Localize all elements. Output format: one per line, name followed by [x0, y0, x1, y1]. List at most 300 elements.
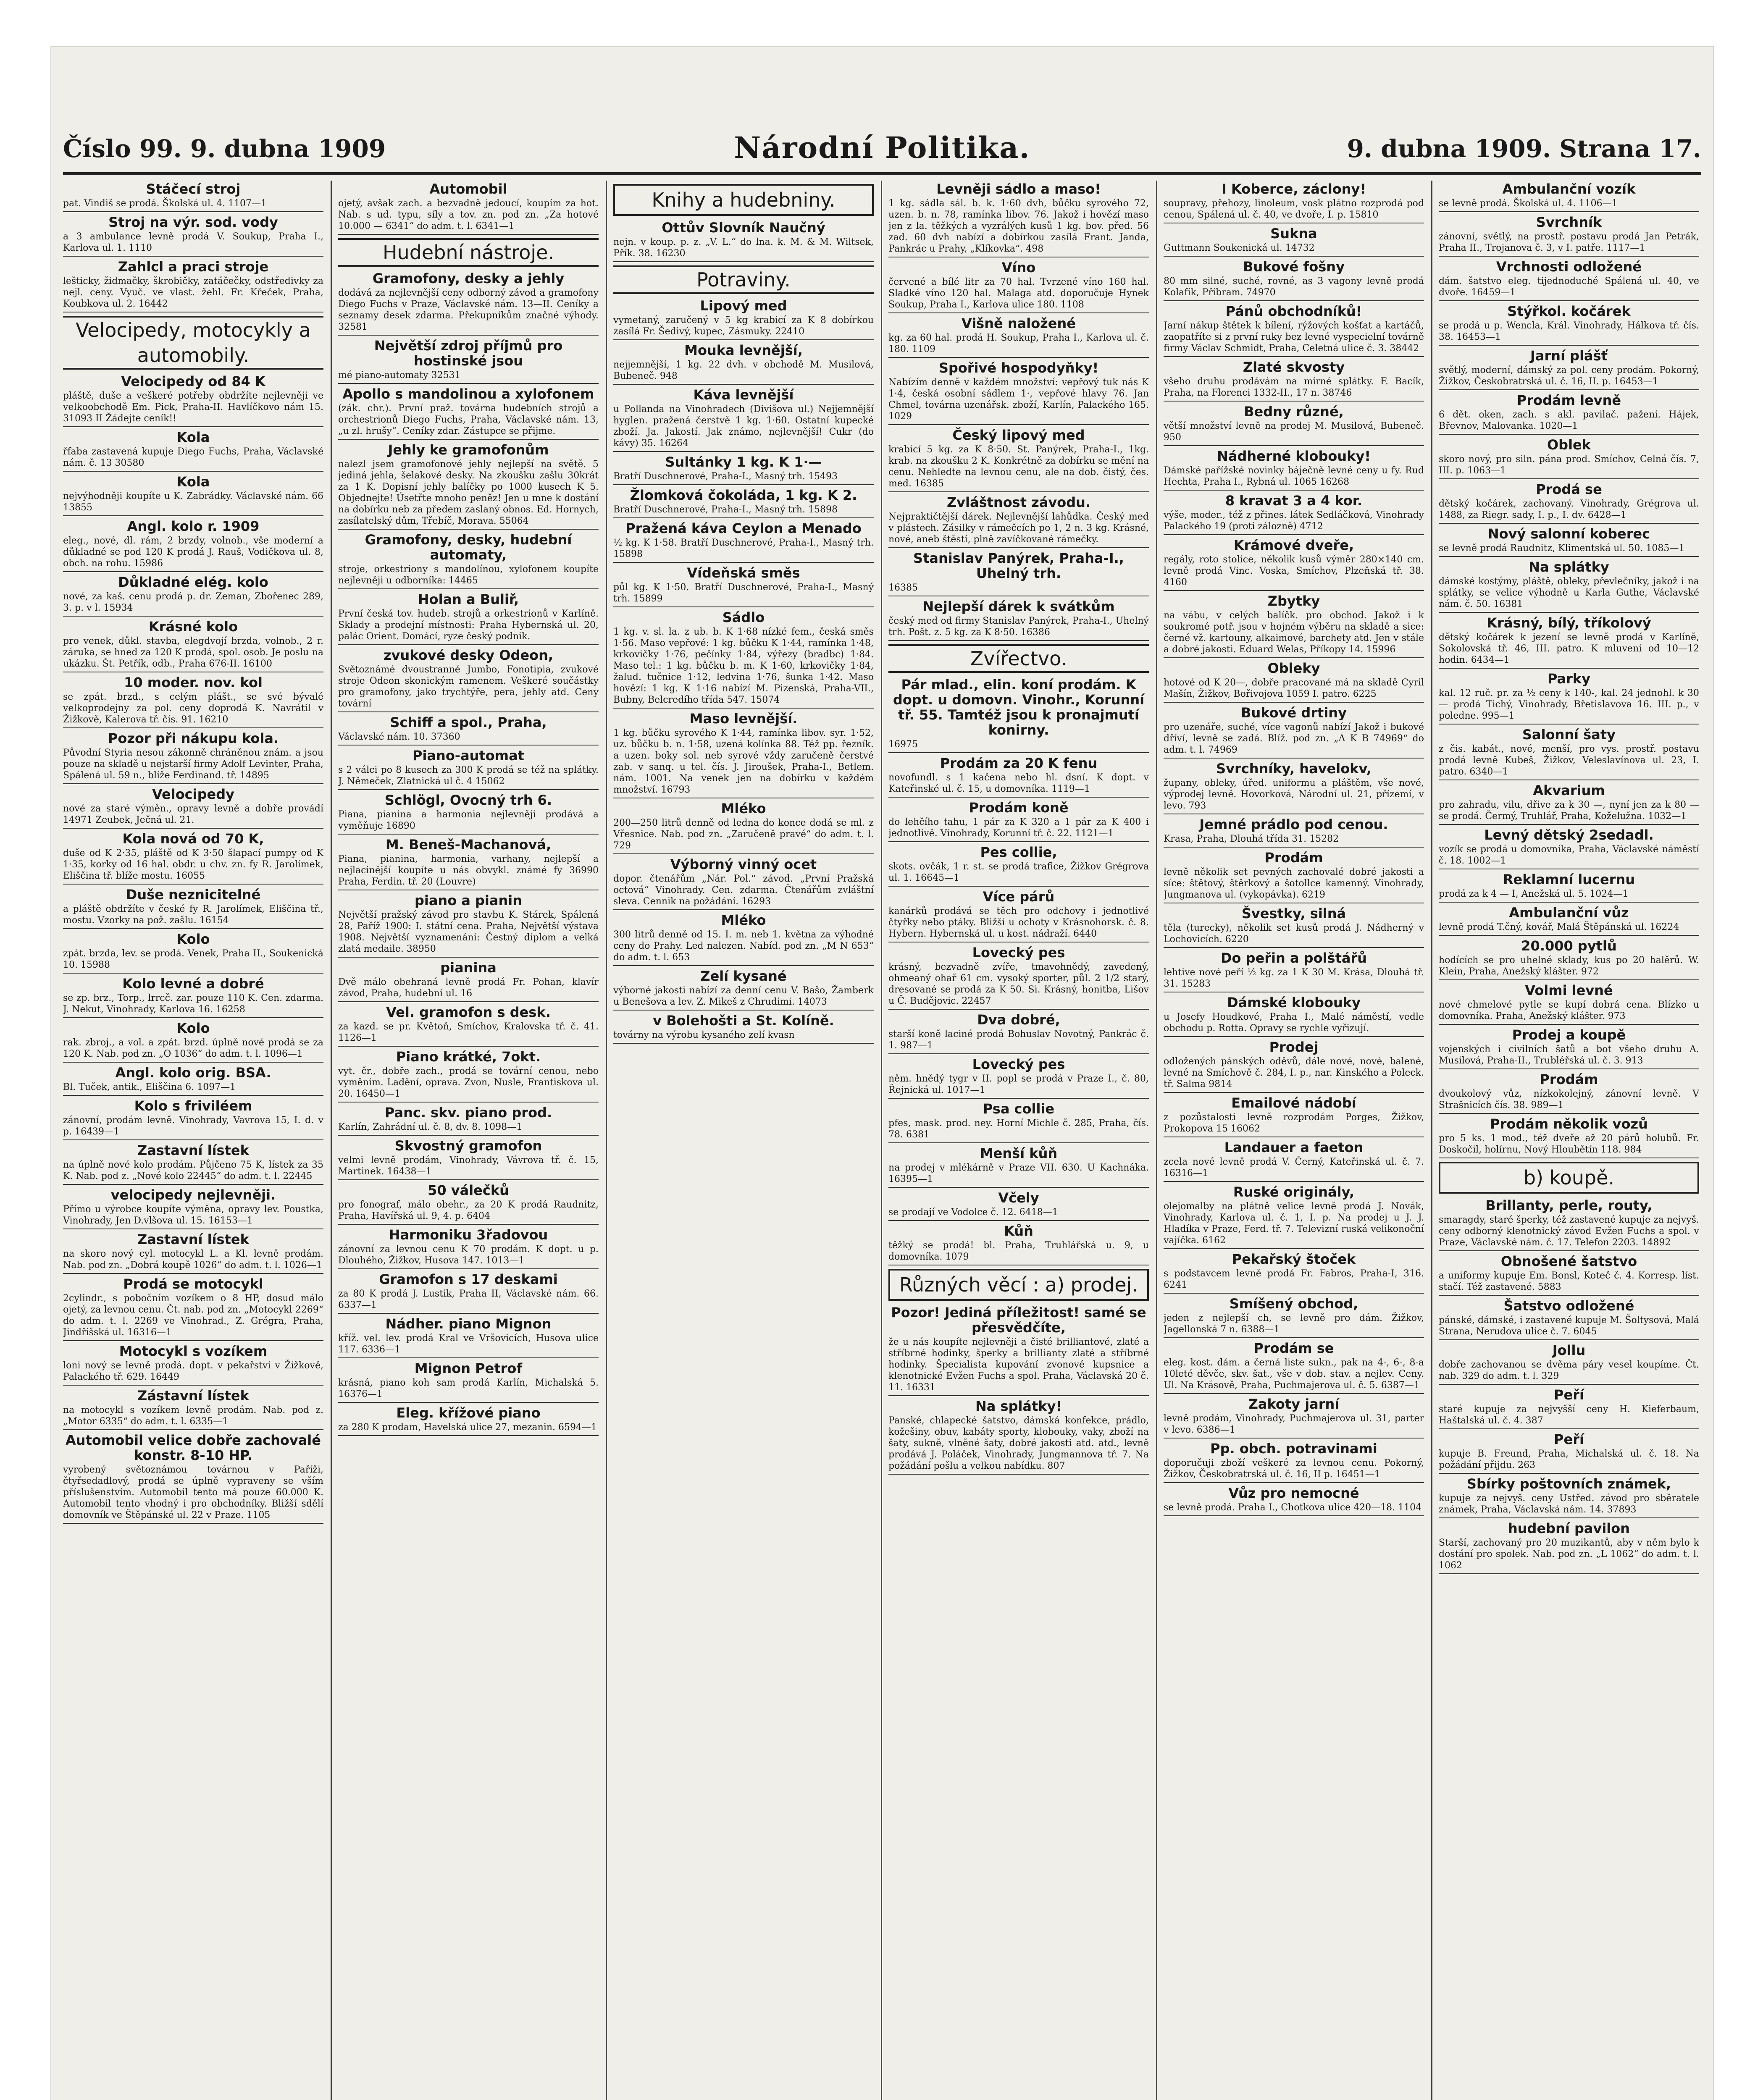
ad-body-text: jeden z nejlepší ch, se levně pro dám. Žižkov, Jagellonská 7 n. 6388—1: [1164, 1313, 1424, 1335]
section-heading: b) koupě.: [1439, 1162, 1699, 1194]
classified-ad: [1164, 761, 1424, 814]
ad-headline: Levněji sádlo a maso!: [936, 181, 1101, 197]
ad-body-text: odložených pánských oděvů, dále nové, nové, balené, levné na Smíchově č. 284, I. p., nar. Kinského a Poleck. tř. Salma 9814: [1164, 1056, 1424, 1089]
ad-headline: Zastavní lístek: [137, 1142, 249, 1158]
ad-headline: Schiff a spol., Praha,: [390, 714, 547, 730]
classified-ad: [63, 374, 323, 427]
ad-body-text: pro zahradu, vilu, dřive za k 30 —, nyní jen za k 80 — se prodá. Čermý, Truhlář, Praha, Koželužna. 1032—1: [1439, 800, 1699, 822]
ad-body-text: Piana, pianina, harmonia, varhany, nejlepší a nejlacinější koupíte u nás obvykl. známé fy 36990 Praha, Ferdin. tř. 20 (Louvre): [338, 854, 599, 887]
column-1: [63, 181, 323, 2100]
ad-body-text: 16385: [888, 583, 918, 593]
classified-ad: [888, 756, 1149, 798]
ad-headline: Vel. gramofon s desk.: [386, 1004, 551, 1020]
ad-body-text: nové chmelové pytle se kupí dobrá cena. Blízko u domovníka. Praha, Anežský klášter. 973: [1439, 1000, 1699, 1021]
classified-ad: [1439, 1476, 1699, 1518]
ad-body-text: zánovní, světlý, na prostř. postavu prodá Jan Petrák, Praha II., Trojanova č. 3, v I. patře. 1117—1: [1439, 231, 1699, 253]
column-rule: [881, 181, 882, 2100]
ad-body-text: se prodá u p. Wencla, Král. Vinohrady, Hálkova tř. čís. 38. 16453—1: [1439, 320, 1699, 342]
ad-body-text: pláště, duše a veškeré potřeby obdržíte nejlevněji ve velkoobchodě Em. Pick, Praha-II. Havlíčkovo nám 15. 31093 II Žádejte ceník!!: [63, 391, 323, 424]
ad-body-text: kanárků prodává se těch pro odchovy i jednotlivé čtyřky nebo ptáky. Bližší u ochoty v Krásnohorsk. č. 8. Hybern. Hybernská ul. u kost. nádraží. 6440: [888, 906, 1149, 939]
ad-headline: hudební pavilon: [1508, 1520, 1630, 1536]
ad-headline: Kola: [176, 429, 210, 445]
ad-body-text: hodících se pro uhelné sklady, kus po 20 halěrů. W. Klein, Praha, Anežský klášter. 972: [1439, 955, 1699, 977]
ad-body-text: Karlín, Zahrádní ul. č. 8, dv. 8. 1098—1: [338, 1122, 523, 1132]
classified-ad: [613, 521, 874, 563]
classified-ad: [63, 1098, 323, 1140]
classified-ad: [888, 599, 1149, 641]
ad-headline: Zastavní lístek: [137, 1231, 249, 1247]
ad-headline: zvukové desky Odeon,: [383, 647, 554, 663]
ad-headline: Mignon Petrof: [414, 1360, 523, 1376]
ad-headline: Kolo: [176, 1020, 210, 1036]
ad-body-text: s podstavcem levně prodá Fr. Fabros, Praha-I, 316. 6241: [1164, 1268, 1424, 1290]
classified-ad: [1164, 449, 1424, 491]
ad-body-text: zánovní za levnou cenu K 70 prodám. K dopt. u p. Dlouhého, Žižkov, Husova 147. 1013—1: [338, 1244, 599, 1266]
classified-ad: [1439, 671, 1699, 724]
ad-headline: Psa collie: [983, 1101, 1055, 1117]
ad-body-text: kupuje B. Freund, Praha, Michalská ul. č. 18. Na požádání přijdu. 263: [1439, 1449, 1699, 1470]
classified-ad: [888, 1057, 1149, 1099]
ad-body-text: kříž. vel. lev. prodá Kral ve Vršovicích, Husova ulice 117. 6336—1: [338, 1333, 599, 1355]
ad-body-text: červené a bílé litr za 70 hal. Tvrzené víno 160 hal. Sladké víno 120 hal. Malaga atd. doporučuje Hynek Soukup, Praha I., Karlova ulice 180. 1108: [888, 277, 1149, 310]
ad-body-text: nalezl jsem gramofonové jehly nejlepší na světě. 5 jediná jehla, šelakové desky. Na zkoušku zašlu 30krát za 1 K. Dopisní jehly balíčky po 1000 kusech K 5. Objednejte! Úsetřte mnoho peněz! Jen u mne k dostání na dobírku neb za předem zaslaný obnos. Ed. Hornych, zasílatelský dům, Třebíč, Morava. 55064: [338, 459, 599, 526]
classified-ad: [1164, 1441, 1424, 1483]
ad-body-text: těla (turecky), několik set kusů prodá J. Nádherný v Lochovicích. 6220: [1164, 923, 1424, 945]
classified-ad: [1439, 559, 1699, 613]
ad-headline: Prodá se: [1536, 481, 1602, 497]
classified-ad: [338, 1183, 599, 1225]
ad-body-text: za kazd. se pr. Květoň, Smíchov, Kralovska tř. č. 41. 1126—1: [338, 1021, 599, 1043]
ad-body-text: staré kupuje za nejvyšší ceny H. Kieferbaum, Haštalská ul. č. 4. 387: [1439, 1404, 1699, 1426]
classified-ad: [63, 474, 323, 516]
ad-body-text: továrny na výrobu kysaného zelí kvasn: [613, 1030, 795, 1040]
ad-body-text: mé piano-automaty 32531: [338, 370, 461, 381]
classified-ad: [1439, 727, 1699, 780]
classified-ad: [888, 551, 1149, 596]
classified-ad: [1439, 437, 1699, 479]
ad-headline: Kůň: [1004, 1223, 1033, 1239]
classified-ad: [63, 1232, 323, 1274]
classified-ad: [63, 1344, 323, 1386]
ad-headline: Automobil: [429, 181, 507, 197]
ad-body-text: 80 mm silné, suché, rovné, as 3 vagony levně prodá Kolafík, Příbram. 74970: [1164, 276, 1424, 298]
ad-body-text: 2cylindr., s pobočním vozíkem o 8 HP, dosud málo ojetý, za levnou cenu. Čt. nab. pod zn. „Motocykl 2269“ do adm. t. l. 2269 ve Vinohrad., Z. Grégra, Praha, Jindřišská ul. 16316—1: [63, 1293, 323, 1338]
ad-headline: Menší kůň: [980, 1145, 1058, 1161]
ad-headline: Nádher. piano Mignon: [385, 1316, 552, 1332]
ad-body-text: Bratří Duschnerové, Praha-I., Masný trh. 15493: [613, 471, 838, 482]
ad-body-text: Nabízím denně v každém množství: vepřový tuk nás K 1·4, česká osobní sádlem 1·, vepřové hlavy 76. Jan Chmel, továrna uzenářsk. zboží, Karlín, Palackého 165. 1029: [888, 377, 1149, 422]
ad-body-text: vyrobený světoznámou továrnou v Paříži, čtyřsedadlový, prodá se úplně vypraveny se vším příslušenstvím. Automobil tento má pouze 60.000 K. Automobil tento vhodný i pro obchodníky. Bližší sdělí domovník ve Štěpánské ul. 22 v Praze. 1105: [63, 1465, 323, 1520]
classified-ad: [1439, 1343, 1699, 1385]
ad-headline: Zakoty jarní: [1248, 1396, 1340, 1412]
ad-headline: Sádlo: [722, 609, 765, 625]
ad-headline: Angl. kolo r. 1909: [127, 518, 260, 534]
ad-body-text: prodá za k 4 — I, Anežská ul. 5. 1024—1: [1439, 889, 1629, 899]
ad-body-text: lehtive nové peří ½ kg. za 1 K 30 M. Krása, Dlouhá tř. 31. 15283: [1164, 967, 1424, 989]
classified-ad: [338, 1405, 599, 1436]
ad-body-text: dvoukolový vůz, nízkokolejný, zánovní levně. V Strašnicích čís. 38. 989—1: [1439, 1089, 1699, 1110]
classified-ad: [1164, 906, 1424, 948]
classified-ad: [338, 648, 599, 712]
classified-ad: [1164, 1040, 1424, 1093]
section-heading: Knihy a hudebniny.: [613, 184, 874, 216]
ad-headline: Obnošené šatstvo: [1500, 1253, 1637, 1269]
ad-headline: Prodám se: [1253, 1340, 1334, 1356]
ad-body-text: lešticky, židmačky, škrobičky, zatáčečky, odstředivky za nejl. ceny. Vyuč. ve vlast. žehl. Fr. Křeček, Praha, Koubkova ul. 2. 16442: [63, 276, 323, 309]
ad-headline: piano a pianin: [414, 892, 523, 908]
ad-body-text: vyt. čr., dobře zach., prodá se tovární cenou, nebo vyměním. Ladění, oprava. Zvon, Nusle, Frantiskova ul. 20. 16450—1: [338, 1066, 599, 1099]
ad-body-text: a uniformy kupuje Em. Bonsl, Koteč č. 4. Korresp. líst. stačí. Též zastavené. 5883: [1439, 1270, 1699, 1292]
classified-ad: [63, 1187, 323, 1229]
ad-headline: Levný dětský 2sedadl.: [1484, 827, 1654, 843]
ad-body-text: na motocykl s vozíkem levně prodám. Nab. pod z. „Motor 6335“ do adm. t. l. 6335—1: [63, 1405, 323, 1427]
ad-headline: Gramofony, desky a jehly: [372, 270, 565, 286]
classified-ad: [613, 220, 874, 262]
ad-body-text: do lehčího tahu, 1 pár za K 320 a 1 pár za K 400 i jednotlivě. Vinohrady, Korunní tř. č. 22. 1121—1: [888, 817, 1149, 839]
ad-body-text: novofundl. s 1 kačena nebo hl. dsní. K dopt. v Kateřinské ul. č. 15, u domovníka. 1119—1: [888, 772, 1149, 794]
classified-ad: [613, 711, 874, 798]
classified-ad: [1164, 259, 1424, 301]
ad-body-text: 1 kg. bůčku syrového K 1·44, ramínka libov. syr. 1·52, uz. bůčku b. n. 1·58, uzená kolínka 88. Též pp. řezník. a uzen. boky sol. neb syrové vždy zaručeně čerstvé zab. v sanq. u tel. čís. J. Jiroušek, Praha-I., Betlem. nám. 1001. Na venek jen na dobírku v každém množství. 16793: [613, 728, 874, 795]
ad-headline: 8 kravat 3 a 4 kor.: [1225, 493, 1363, 509]
classified-ad: [613, 298, 874, 340]
ad-body-text: na úplně nové kolo prodám. Půjčeno 75 K, lístek za 35 K. Nab. pod z. „Nové kolo 22445“ do adm. t. l. 22445: [63, 1160, 323, 1181]
ad-headline: Salonní šaty: [1522, 727, 1616, 743]
ad-body-text: na prodej v mlékárně v Praze VII. 630. U Kachnáka. 16395—1: [888, 1163, 1149, 1184]
classifieds-columns: [63, 181, 1701, 2100]
classified-ad: [1439, 1072, 1699, 1114]
ad-headline: Zvláštnost závodu.: [946, 494, 1091, 510]
classified-ad: [1164, 1341, 1424, 1394]
classified-ad: [1439, 1387, 1699, 1429]
ad-body-text: Dvě málo obehraná levně prodá Fr. Pohan, klavír závod, Praha, hudební ul. 16: [338, 977, 599, 999]
ad-body-text: u Josefy Houdkové, Praha I., Malé náměstí, vedle obchodu p. Rotta. Opravy se rychle vyřizují.: [1164, 1012, 1424, 1034]
column-rule: [1431, 181, 1432, 2100]
classified-ad: [63, 932, 323, 974]
ad-body-text: Guttmann Soukenická ul. 14732: [1164, 243, 1315, 253]
classified-ad: [63, 619, 323, 672]
ad-body-text: regály, roto stolice, několik kusů výměr 280×140 cm. levně prodá Vinc. Voska, Smíchov, Plzeňská tř. 38. 4160: [1164, 554, 1424, 588]
ad-body-text: se levně prodá Raudnitz, Klimentská ul. 50. 1085—1: [1439, 543, 1685, 554]
issue-number-date: Číslo 99. 9. dubna 1909: [63, 134, 386, 163]
ad-headline: velocipedy nejlevněji.: [110, 1187, 276, 1203]
ad-body-text: český med od firmy Stanislav Panýrek, Praha-I., Uhelný trh. Pošt. z. 5 kg. za K 8·50. 16386: [888, 616, 1149, 638]
ad-headline: Zbytky: [1267, 593, 1320, 609]
ad-body-text: nejvýhodněji koupíte u K. Zabrádky. Václavské nám. 66 13855: [63, 491, 323, 513]
classified-ad: [1439, 1432, 1699, 1474]
classified-ad: [1164, 1184, 1424, 1249]
classified-ad: [1164, 950, 1424, 992]
ad-body-text: Původní Styria nesou zákonně chráněnou znám. a jsou pouze na skladě u nejstarší firmy Adolf Levinter, Praha, Spálená ul. 59 n., blíže Ferdinand. tř. 14895: [63, 748, 323, 781]
ad-body-text: (zák. chr.). První praž. továrna hudebních strojů a orchestrionů Diego Fuchs, Praha, Václavské nám. 13, „u zl. hrušy“. Ceníky zdar. Zástupce se přijme.: [338, 403, 599, 436]
ad-body-text: pro uzenáře, suché, více vagonů nabízí Jakož i bukové dříví, levně se zadá. Blíž. pod zn. „A K B 74969“ do adm. t. l. 74969: [1164, 722, 1424, 755]
ad-body-text: zánovní, prodám levně. Vinohrady, Vavrova 15, I. d. v p. 16439—1: [63, 1115, 323, 1137]
ad-headline: Včely: [998, 1190, 1039, 1206]
ad-headline: Prodá se motocykl: [123, 1276, 263, 1292]
classified-ad: [338, 592, 599, 645]
ad-headline: Nejlepší dárek k svátkům: [922, 598, 1115, 614]
classified-ad: [338, 1272, 599, 1314]
ad-headline: Spořivé hospodyňky!: [938, 360, 1099, 376]
ad-body-text: pat. Vindiš se prodá. Školská ul. 4. 1107—1: [63, 198, 267, 209]
classified-ad: [1164, 1095, 1424, 1137]
classified-ad: [888, 845, 1149, 887]
ad-body-text: velmi levně prodám, Vinohrady, Vávrova tř. č. 15, Martinek. 16438—1: [338, 1155, 599, 1177]
classified-ad: [1164, 1486, 1424, 1516]
ad-headline: Pánů obchodníků!: [1225, 303, 1362, 319]
classified-ad: [338, 1005, 599, 1047]
ad-headline: Jarní plášť: [1530, 348, 1608, 364]
ad-body-text: pro 5 ks. 1 mod., též dveře až 20 párů holubů. Fr. Doskočil, holírnu, Nový Hloubětín 118. 984: [1439, 1133, 1699, 1155]
ad-headline: Harmoniku 3řadovou: [389, 1227, 548, 1243]
classified-ad: [1439, 1298, 1699, 1340]
ad-headline: Obleky: [1267, 660, 1320, 676]
page-date-number: 9. dubna 1909. Strana 17.: [1347, 134, 1701, 163]
ad-headline: Kolo s friviléem: [134, 1098, 252, 1114]
classified-ad: [1439, 783, 1699, 825]
ad-body-text: vozík se prodá u domovníka, Praha, Václavské náměstí č. 18. 1002—1: [1439, 844, 1699, 866]
classified-ad: [1439, 1521, 1699, 1574]
ad-body-text: kupuje za nejvyš. ceny Ustřed. závod pro sběratele známek, Praha, Václavská nám. 14. 37893: [1439, 1493, 1699, 1515]
classified-ad: [63, 1065, 323, 1096]
ad-headline: Dva dobré,: [977, 1012, 1060, 1028]
column-2: [338, 181, 599, 2100]
classified-ad: [1439, 259, 1699, 301]
ad-headline: Peří: [1554, 1431, 1584, 1447]
ad-body-text: nové, za kaš. cenu prodá p. dr. Zeman, Zbořenec 289, 3. p. v l. 15934: [63, 591, 323, 613]
classified-ad: [338, 1049, 599, 1102]
ad-headline: Gramofon s 17 deskami: [379, 1271, 558, 1287]
ad-body-text: se levně prodá. Praha I., Chotkova ulice 420—18. 1104: [1164, 1502, 1422, 1513]
ad-body-text: Jarní nákup štětek k bílení, rýžových košťat a kartáčů, zaopatříte si z první ruky bez levné vyspecielní továrně firmy Václav Schmidt, Praha, Celetná ulice č. 3. 38442: [1164, 320, 1424, 354]
ad-body-text: kal. 12 ruč. pr. za ½ ceny k 140-, kal. 24 jednohl. k 30— prodá Tichý, Vinohrady, Břetislavova 16. III. p., v poledne. 995—1: [1439, 688, 1699, 721]
classified-ad: [613, 1013, 874, 1044]
ad-headline: Svrchník: [1536, 214, 1602, 230]
ad-headline: Ruské originály,: [1233, 1184, 1355, 1200]
column-rule: [331, 181, 332, 2100]
ad-headline: Káva levnější: [693, 387, 794, 403]
ad-headline: Piano krátké, 7okt.: [396, 1049, 541, 1065]
ad-headline: Gramofony, desky, hudební automaty,: [365, 532, 572, 563]
ad-body-text: za 80 K prodá J. Lustik, Praha II, Václavské nám. 66. 6337—1: [338, 1289, 599, 1310]
ad-body-text: 300 litrů denně od 15. I. m. neb 1. května za výhodné ceny do Prahy. Led nalezen. Nabíd. pod zn. „M N 653“ do adm. t. l. 653: [613, 929, 874, 963]
ad-headline: Vídeňská směs: [687, 565, 800, 581]
ad-headline: Angl. kolo orig. BSA.: [115, 1065, 271, 1081]
ad-body-text: větší množství levně na prodej M. Musilová, Bubeneč. 950: [1164, 421, 1424, 443]
ad-body-text: pánské, dámské, i zastavené kupuje M. Šoltysová, Malá Strana, Nerudova ulice č. 7. 6045: [1439, 1315, 1699, 1337]
ad-body-text: kg. za 60 hal. prodá H. Soukup, Praha I., Karlova ul. č. 180. 1109: [888, 333, 1149, 354]
ad-headline: Nový salonní koberec: [1487, 526, 1650, 542]
classified-ad: [1164, 404, 1424, 446]
ad-body-text: 200—250 litrů denně od ledna do konce dodá se ml. z Vřesnice. Nab. pod zn. „Zaručeně pravé“ do adm. t. l. 729: [613, 818, 874, 851]
classified-ad: [1439, 905, 1699, 936]
ad-body-text: u Pollanda na Vinohradech (Divišova ul.) Nejjemnější hyglen. pražená čerstvě 1 kg. 1·60. Ostatní kupecké zboží. Ja. Jakostí. Jak známo, nejlevnější! Cukr (do kávy) 35. 16264: [613, 404, 874, 449]
ad-headline: Vůz pro nemocné: [1228, 1485, 1359, 1501]
classified-ad: [1439, 872, 1699, 903]
ad-headline: Prodám koně: [969, 800, 1069, 816]
ad-headline: Maso levnější.: [689, 711, 798, 727]
ad-headline: 50 válečků: [428, 1182, 509, 1198]
column-rule: [606, 181, 607, 2100]
ad-headline: Kolo: [176, 931, 210, 947]
ad-headline: Žlomková čokoláda, 1 kg. K 2.: [630, 487, 857, 503]
ad-headline: Lovecký pes: [972, 1056, 1065, 1072]
ad-headline: Holan a Buliř,: [418, 591, 519, 607]
ad-body-text: dětský kočárek k jezení se levně prodá v Karlíně, Sokolovská tř. 46, III. patro. K mluvení od 10—12 hodin. 6434—1: [1439, 632, 1699, 665]
classified-ad: [888, 1012, 1149, 1054]
ad-headline: Ambulanční vozík: [1502, 181, 1636, 197]
ad-headline: Svrchníky, havelokv,: [1216, 761, 1372, 777]
classified-ad: [1439, 304, 1699, 346]
ad-headline: Schlögl, Ovocný trh 6.: [384, 792, 552, 808]
ad-headline: Prodám několik vozů: [1490, 1116, 1648, 1132]
ad-headline: Kola nová od 70 K,: [122, 831, 264, 847]
classified-ad: [338, 715, 599, 746]
classified-ad: [613, 454, 874, 485]
classified-ad: [63, 887, 323, 929]
classified-ad: [338, 960, 599, 1002]
ad-body-text: olejomalby na plátně velice levně prodá J. Novák, Vinohrady, Karlova ul. č. 1, I. p. Na prodej u J. J. Hladíka v Praze, Ferd. tř. 7. Televizní ruská velikonoční vajíčka. 6162: [1164, 1201, 1424, 1246]
ad-body-text: starší koně laciné prodá Bohuslav Novotný, Pankrác č. 1. 987—1: [888, 1029, 1149, 1051]
classified-ad: [888, 1223, 1149, 1265]
classified-ad: [1439, 181, 1699, 212]
ad-body-text: Nejpraktičtější dárek. Nejlevnější lahůdka. Český med v plástech. Zásilky v rámečcích po 1, 2 n. 3 kg. Krásné, nové, aneb štěstí, plně zavíčkované rámečky.: [888, 512, 1149, 545]
ad-headline: Bukové fošny: [1243, 259, 1345, 275]
newspaper-title: Národní Politika.: [734, 130, 1030, 165]
ad-body-text: Světoznámé dvoustranné Jumbo, Fonotipia, zvukové stroje Odeon skonickým ramenem. Veškeré součástky pro gramofony, jako trychtýře, pera, jehly atd. Ceny tovární: [338, 664, 599, 709]
classified-ad: [338, 1227, 599, 1269]
ad-body-text: doporučuji zboží veškeré za levnou cenu. Pokorný, Žižkov, Českobratrská ul. č. 16, II p. 16451—1: [1164, 1458, 1424, 1480]
classified-ad: [63, 1276, 323, 1341]
classified-ad: [1439, 1027, 1699, 1069]
classified-ad: [1439, 1254, 1699, 1296]
ad-body-text: levně prodám, Vinohrady, Puchmajerova ul. 31, parter v levo. 6386—1: [1164, 1413, 1424, 1435]
ad-body-text: řfaba zastavená kupuje Diego Fuchs, Praha, Václavské nám. č. 13 30580: [63, 446, 323, 468]
classified-ad: [1439, 615, 1699, 669]
classified-ad: [888, 316, 1149, 358]
column-5: [1164, 181, 1424, 2100]
classified-ad: [338, 1361, 599, 1403]
ad-body-text: pro venek, důkl. stavba, elegdvojí brzda, volnob., 2 r. záruka, se hned za 120 K prodá, spol. osob. Je poslu na ukázku. Št. Petřík, odb., Praha 676-II. 16100: [63, 636, 323, 669]
ad-body-text: eleg., nové, dl. rám, 2 brzdy, volnob., vše moderní a důkladné se pod 120 K prodá J. Rauš, Vodičkova ul. 8, obch. na rohu. 15986: [63, 536, 323, 569]
classified-ad: [338, 793, 599, 835]
ad-body-text: půl kg. K 1·50. Bratří Duschnerové, Praha-I., Masný trh. 15899: [613, 582, 874, 604]
classified-ad: [63, 430, 323, 472]
classified-ad: [63, 675, 323, 728]
ad-headline: Smíšený obchod,: [1229, 1296, 1358, 1312]
ad-headline: Velocipedy: [152, 786, 234, 802]
classified-ad: [338, 837, 599, 890]
ad-headline: Ambulanční vůz: [1509, 905, 1629, 921]
ad-headline: Eleg. křížové piano: [396, 1405, 541, 1421]
ad-body-text: 6 dět. oken, zach. s akl. pavilač. pažení. Hájek, Břevnov, Malovanka. 1020—1: [1439, 410, 1699, 431]
classified-ad: [888, 360, 1149, 425]
ad-body-text: krabicí 5 kg. za K 8·50. St. Panýrek, Praha-I., 1kg. krab. na zkoušku 2 K. Konkrétně za dobírku se mění na cenu. Nehledte na levnou cenu, ale na dob. čistý, čes. med. 16385: [888, 444, 1149, 489]
classified-ad: [63, 976, 323, 1018]
ad-body-text: se zp. brz., Torp., lrrcč. zar. pouze 110 K. Cen. zdarma. J. Nekut, Vinohrady, Karlova 16. 16258: [63, 993, 323, 1015]
section-heading: Zvířectvo.: [888, 644, 1149, 673]
ad-body-text: Bratří Duschnerové, Praha-I., Masný trh. 15898: [613, 504, 838, 515]
classified-ad: [1164, 181, 1424, 223]
ad-headline: Krásné kolo: [148, 619, 238, 635]
ad-body-text: krásná, piano koh sam prodá Karlín, Michalská 5. 16376—1: [338, 1378, 599, 1399]
ad-body-text: dodává za nejlevnější ceny odborný závod a gramofony Diego Fuchs v Praze, Václavské nám. 13—II. Ceníky a seznamy desek zdarma. Překupníkům značné výhody. 32581: [338, 288, 599, 332]
ad-headline: Lipový med: [700, 298, 787, 314]
column-rule: [1156, 181, 1157, 2100]
classified-ad: [1164, 1296, 1424, 1338]
ad-headline: Mouka levnější,: [684, 342, 803, 358]
classified-ad: [1164, 850, 1424, 903]
classified-ad: [888, 260, 1149, 313]
masthead: [63, 126, 1701, 175]
ad-body-text: První česká tov. hudeb. strojů a orkestrionů v Karlíně. Sklady a prodejní místnosti: Praha Hybernská ul. 20, palác Orient. Domácí, ryze český podnik.: [338, 609, 599, 642]
ad-headline: Mléko: [721, 801, 766, 816]
ad-body-text: a pláště obdržíte v české fy R. Jarolímek, Eliščina tř., mostu. Vzorky na pož. zašlu. 16154: [63, 904, 323, 926]
ad-headline: Zelí kysané: [700, 968, 787, 984]
ad-body-text: že u nás koupíte nejlevněji a čisté brilliantové, zlaté a stříbrné hodinky, šperky a brillianty zlaté a stříbrné hodinky. Špecialista kupování zvonové kupsnice a klenotnické Evžen Fuchs a spol. Praha, Václavská 20 č. 11. 16331: [888, 1337, 1149, 1393]
ad-body-text: ojetý, avšak zach. a bezvadně jedoucí, koupím za hot. Nab. s ud. typu, síly a tov. zn. pod zn. „Za hotové 10.000 — 6341“ do adm. t. l. 6341—1: [338, 198, 599, 231]
ad-headline: Pp. obch. potravinami: [1210, 1441, 1377, 1457]
ad-body-text: soupravy, přehozy, linoleum, vosk plátno rozprodá pod cenou, Spálená ul. č. 40, ve dvoře, I. p. 15810: [1164, 198, 1424, 220]
ad-headline: Volmi levné: [1525, 982, 1613, 998]
ad-headline: Mléko: [721, 912, 766, 928]
classified-ad: [338, 338, 599, 384]
classified-ad: [613, 801, 874, 854]
classified-ad: [888, 889, 1149, 942]
ad-body-text: nové za staré výměn., opravy levně a dobře provádí 14971 Zeubek, Ječná ul. 21.: [63, 803, 323, 825]
ad-body-text: dobře zachovanou se dvěma páry vesel koupíme. Čt. nab. 329 do adm. t. l. 329: [1439, 1360, 1699, 1381]
ad-headline: Zahlcl a praci stroje: [118, 259, 269, 275]
column-4: [888, 181, 1149, 2100]
ad-headline: Sultánky 1 kg. K 1·—: [665, 454, 822, 470]
ad-headline: 20.000 pytlů: [1521, 938, 1617, 954]
classified-ad: [1164, 817, 1424, 848]
ad-headline: Na splátky!: [975, 1398, 1062, 1414]
ad-body-text: Krasa, Praha, Dlouhá třída 31. 15282: [1164, 834, 1339, 844]
classified-ad: [613, 969, 874, 1011]
ad-headline: Motocykl s vozíkem: [119, 1343, 268, 1359]
ad-body-text: vojenských i civilních šatů a bot všeho druhu A. Musilová, Praha-II., Trubléřská ul. č. 3. 913: [1439, 1044, 1699, 1066]
ad-body-text: 16975: [888, 739, 918, 750]
ad-headline: Duše neznicitelné: [126, 887, 261, 903]
ad-headline: Prodám: [1264, 850, 1323, 866]
ad-body-text: výše, moder., též z přines. látek Sedláčková, Vinohrady Palackého 19 (proti zálozně) 4712: [1164, 510, 1424, 532]
ad-headline: Prodám: [1540, 1071, 1598, 1087]
ad-body-text: na vábu, v celých balíčk. pro obchod. Jakož i k soukromé potř. jsou v hojném výběru na skladě a sice: černé vž. kartouny, alkaimové, barchety atd. Jen v stále a dobré jakosti. Eduard Welas, Příkopy 14. 15996: [1164, 610, 1424, 655]
classified-ad: [1164, 1252, 1424, 1294]
classified-ad: [63, 1388, 323, 1430]
ad-headline: Kola: [176, 474, 210, 490]
ad-headline: Pozor! Jediná příležitost! samé se přesvědčíte,: [891, 1305, 1146, 1336]
ad-body-text: se prodají ve Vodolce č. 12. 6418—1: [888, 1207, 1058, 1218]
ad-headline: Dámské klobouky: [1227, 995, 1361, 1011]
ad-headline: M. Beneš-Machanová,: [385, 837, 552, 853]
ad-body-text: eleg. kost. dám. a černá liste sukn., pak na 4-, 6-, 8-a 10leté děvče, skv. šat., vše v dob. stav. a nejlev. Ceny. Ul. Na Krásově, Praha, Puchmajerova ul. č. 5. 6387—1: [1164, 1357, 1424, 1391]
classified-ad: [63, 787, 323, 829]
ad-body-text: 1 kg. sádla sál. b. k. 1·60 dvh, bůčku syrového 72, uzen. b. n. 78, ramínka libov. 76. Jakož i hovězí maso jen z la. těžkých a vyzrálých kusů 1 kg. bov. před. 56 zad. 60 dvh nabízí a dobírkou zasílá Frant. Janda, Pankrác u Prahy, „Klíkovka“. 498: [888, 198, 1149, 254]
ad-body-text: dám. šatstvo eleg. tijednoduché Spálená ul. 40, ve dvoře. 16459—1: [1439, 276, 1699, 298]
ad-headline: Lovecký pes: [972, 945, 1065, 961]
ad-headline: Prodej a koupě: [1512, 1027, 1626, 1043]
ad-body-text: pro fonograf, málo obehr., za 20 K prodá Raudnitz, Praha, Havířská ul. 9, 4. p. 6404: [338, 1200, 599, 1221]
classified-ad: [338, 532, 599, 589]
ad-body-text: Starší, zachovaný pro 20 muzikantů, aby v něm bylo k dostání pro spolek. Nab. pod zn. „L 1062“ do adm. t. l. 1062: [1439, 1538, 1699, 1571]
ad-headline: Pekařský štoček: [1232, 1251, 1356, 1267]
ad-body-text: levně několik set pevných zachovalé dobré jakosti a síce: štětový, štěrkový a šotollce kamenný. Vinohrady, Jungmanova ul. (vykopávka). 6219: [1164, 867, 1424, 900]
ad-headline: Piano-automat: [413, 748, 524, 764]
ad-body-text: ½ kg. K 1·58. Bratří Duschnerové, Praha-I., Masný trh. 15898: [613, 538, 874, 559]
ad-headline: Pražená káva Ceylon a Menado: [625, 520, 862, 536]
